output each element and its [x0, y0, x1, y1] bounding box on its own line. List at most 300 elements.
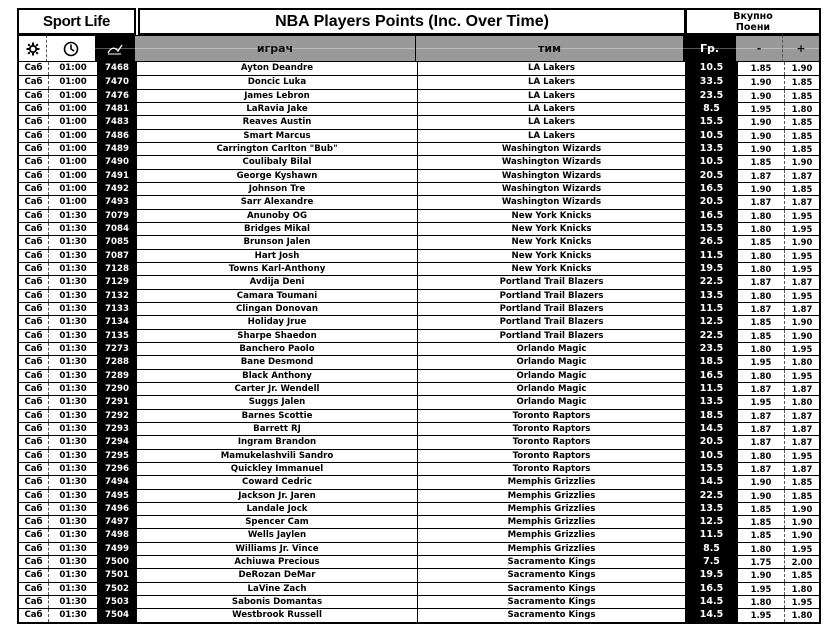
- team-cell: New York Knicks: [511, 263, 592, 274]
- event-id-cell: 7486: [97, 130, 137, 142]
- table-row[interactable]: [19, 555, 819, 568]
- event-id-cell: 7289: [97, 370, 137, 382]
- points-line-cell: 22.5: [685, 490, 738, 502]
- team-cell: LA Lakers: [527, 103, 576, 114]
- player-cell: Mamukelashvili Sandro: [137, 450, 418, 462]
- table-row[interactable]: [19, 249, 819, 262]
- points-line-cell: 23.5: [685, 343, 738, 355]
- over-odds-cell[interactable]: 1.87: [791, 170, 813, 181]
- team-cell: LA Lakers: [527, 130, 576, 141]
- under-odds-cell[interactable]: 1.85: [738, 330, 785, 342]
- team-cell: Washington Wizards: [501, 183, 602, 194]
- under-odds-cell[interactable]: 1.95: [738, 609, 785, 621]
- day-cell: Саб: [19, 303, 49, 315]
- table-row[interactable]: [19, 235, 819, 248]
- time-cell: 01:30: [59, 250, 87, 261]
- day-cell: Саб: [19, 130, 49, 142]
- table-row[interactable]: [19, 355, 819, 368]
- team-cell: Memphis Grizzlies: [507, 543, 596, 554]
- time-cell: 01:30: [59, 223, 87, 234]
- points-line-cell: 11.5: [685, 383, 738, 395]
- team-cell: Portland Trail Blazers: [499, 330, 604, 341]
- sun-icon: [26, 42, 40, 56]
- team-cell: Memphis Grizzlies: [507, 490, 596, 501]
- day-cell: Саб: [19, 543, 49, 555]
- team-cell: Portland Trail Blazers: [499, 303, 604, 314]
- event-id-cell: 7476: [97, 90, 137, 102]
- team-cell: Orlando Magic: [516, 343, 587, 354]
- points-line-cell: 11.5: [685, 303, 738, 315]
- team-cell: Washington Wizards: [501, 143, 602, 154]
- team-cell: New York Knicks: [511, 210, 592, 221]
- under-odds-cell[interactable]: 1.87: [738, 436, 785, 448]
- team-cell: Washington Wizards: [501, 170, 602, 181]
- table-row[interactable]: [19, 315, 819, 328]
- time-cell: 01:30: [59, 263, 87, 274]
- under-odds-cell[interactable]: 1.87: [738, 423, 785, 435]
- player-cell: Coulibaly Bilal: [137, 156, 418, 168]
- table-row[interactable]: [19, 582, 819, 595]
- event-id-cell: 7085: [97, 236, 137, 248]
- team-cell: Memphis Grizzlies: [507, 503, 596, 514]
- day-cell: Саб: [19, 529, 49, 541]
- over-odds-cell[interactable]: 1.95: [791, 543, 813, 554]
- under-odds-cell[interactable]: 1.90: [738, 143, 785, 155]
- under-odds-cell[interactable]: 1.95: [738, 103, 785, 115]
- team-cell: Washington Wizards: [501, 157, 602, 168]
- under-odds-cell[interactable]: 1.90: [738, 76, 785, 88]
- team-cell: Portland Trail Blazers: [499, 317, 604, 328]
- table-row[interactable]: [19, 142, 819, 155]
- table-row[interactable]: [19, 115, 819, 128]
- time-cell: 01:30: [59, 503, 87, 514]
- points-line-cell: 8.5: [685, 103, 738, 115]
- points-line-cell: 15.5: [685, 223, 738, 235]
- over-odds-cell[interactable]: 1.90: [791, 517, 813, 528]
- points-line-cell: 15.5: [685, 463, 738, 475]
- event-id-cell: 7500: [97, 556, 137, 568]
- over-odds-cell[interactable]: 1.85: [791, 130, 813, 141]
- over-odds-cell[interactable]: 1.85: [791, 570, 813, 581]
- event-id-cell: 7084: [97, 223, 137, 235]
- player-cell: Carrington Carlton "Bub": [137, 143, 418, 155]
- day-cell: Саб: [19, 316, 49, 328]
- points-line-cell: 10.5: [685, 130, 738, 142]
- time-cell: 01:00: [59, 143, 87, 154]
- player-cell: Coward Cedric: [137, 476, 418, 488]
- over-odds-cell[interactable]: 1.85: [791, 490, 813, 501]
- table-row[interactable]: [19, 89, 819, 102]
- table-row[interactable]: [19, 462, 819, 475]
- time-cell: 01:30: [59, 330, 87, 341]
- table-row[interactable]: [19, 528, 819, 541]
- column-header-player: [135, 35, 416, 62]
- team-cell: LA Lakers: [527, 117, 576, 128]
- under-odds-cell[interactable]: 1.90: [738, 116, 785, 128]
- over-odds-cell[interactable]: 1.87: [791, 437, 813, 448]
- points-line-cell: 16.5: [685, 183, 738, 195]
- day-cell: Саб: [19, 490, 49, 502]
- event-id-cell: 7502: [97, 583, 137, 595]
- over-odds-cell[interactable]: 1.85: [791, 90, 813, 101]
- day-cell: Саб: [19, 76, 49, 88]
- table-row[interactable]: [19, 342, 819, 355]
- day-cell: Саб: [19, 436, 49, 448]
- over-odds-cell[interactable]: 1.87: [791, 303, 813, 314]
- event-id-cell: 7295: [97, 450, 137, 462]
- over-odds-cell[interactable]: 1.95: [791, 597, 813, 608]
- over-odds-cell[interactable]: 1.95: [791, 343, 813, 354]
- under-odds-cell[interactable]: 1.85: [738, 503, 785, 515]
- time-cell: 01:30: [59, 463, 87, 474]
- day-cell: Саб: [19, 62, 49, 75]
- day-cell: Саб: [19, 223, 49, 235]
- day-cell: Саб: [19, 463, 49, 475]
- team-cell: Memphis Grizzlies: [507, 477, 596, 488]
- over-odds-cell[interactable]: 1.80: [791, 583, 813, 594]
- under-odds-cell[interactable]: 1.80: [738, 290, 785, 302]
- over-odds-cell[interactable]: 1.95: [791, 223, 813, 234]
- time-cell: 01:30: [59, 583, 87, 594]
- table-row[interactable]: [19, 395, 819, 408]
- over-odds-cell[interactable]: 1.95: [791, 210, 813, 221]
- over-odds-cell[interactable]: 1.90: [791, 237, 813, 248]
- points-line-cell: 20.5: [685, 170, 738, 182]
- player-cell: Westbrook Russell: [137, 609, 418, 621]
- time-cell: 01:30: [59, 410, 87, 421]
- column-header-minus: [736, 35, 783, 62]
- column-header-plus: [783, 35, 821, 62]
- minus-column-label: -: [756, 42, 762, 55]
- table-row[interactable]: [19, 155, 819, 168]
- under-odds-cell[interactable]: 1.90: [738, 90, 785, 102]
- event-id-cell: 7470: [97, 76, 137, 88]
- table-row[interactable]: [19, 449, 819, 462]
- day-cell: Саб: [19, 236, 49, 248]
- event-id-cell: 7483: [97, 116, 137, 128]
- table-row[interactable]: [19, 435, 819, 448]
- event-id-cell: 7494: [97, 476, 137, 488]
- table-row[interactable]: [19, 369, 819, 382]
- day-cell: Саб: [19, 276, 49, 288]
- under-odds-cell[interactable]: 1.80: [738, 223, 785, 235]
- team-cell: New York Knicks: [511, 223, 592, 234]
- player-cell: Smart Marcus: [137, 130, 418, 142]
- table-row[interactable]: [19, 102, 819, 115]
- time-cell: 01:30: [59, 530, 87, 541]
- under-odds-cell[interactable]: 1.90: [738, 569, 785, 581]
- under-odds-cell[interactable]: 1.87: [738, 463, 785, 475]
- over-odds-cell[interactable]: 1.95: [791, 290, 813, 301]
- player-cell: LaRavia Jake: [137, 103, 418, 115]
- table-row[interactable]: [19, 222, 819, 235]
- under-odds-cell[interactable]: 1.90: [738, 130, 785, 142]
- team-cell: Sacramento Kings: [507, 610, 596, 621]
- event-id-cell: 7087: [97, 250, 137, 262]
- points-line-cell: 13.5: [685, 396, 738, 408]
- column-header-time: [47, 35, 95, 62]
- over-odds-cell[interactable]: 1.87: [791, 410, 813, 421]
- team-cell: Memphis Grizzlies: [507, 530, 596, 541]
- column-header-team: [416, 35, 683, 62]
- day-cell: Саб: [19, 383, 49, 395]
- day-cell: Саб: [19, 343, 49, 355]
- team-cell: Sacramento Kings: [507, 597, 596, 608]
- over-odds-cell[interactable]: 1.80: [791, 103, 813, 114]
- player-cell: LaVine Zach: [137, 583, 418, 595]
- under-odds-cell[interactable]: 1.80: [738, 596, 785, 608]
- team-cell: LA Lakers: [527, 90, 576, 101]
- table-row[interactable]: [19, 409, 819, 422]
- under-odds-cell[interactable]: 1.80: [738, 210, 785, 222]
- time-cell: 01:30: [59, 570, 87, 581]
- points-line-cell: 33.5: [685, 76, 738, 88]
- day-cell: Саб: [19, 290, 49, 302]
- time-cell: 01:30: [59, 490, 87, 501]
- event-id-cell: 7497: [97, 516, 137, 528]
- team-cell: New York Knicks: [511, 250, 592, 261]
- table-row[interactable]: [19, 169, 819, 182]
- team-cell: Toronto Raptors: [512, 410, 591, 421]
- event-id-cell: 7491: [97, 170, 137, 182]
- time-cell: 01:30: [59, 357, 87, 368]
- time-cell: 01:30: [59, 317, 87, 328]
- over-odds-cell[interactable]: 2.00: [791, 557, 813, 568]
- player-cell: Carter Jr. Wendell: [137, 383, 418, 395]
- under-odds-cell[interactable]: 1.85: [738, 529, 785, 541]
- table-row[interactable]: [19, 275, 819, 288]
- player-cell: Ayton Deandre: [137, 62, 418, 75]
- day-cell: Саб: [19, 596, 49, 608]
- under-odds-cell[interactable]: 1.87: [738, 383, 785, 395]
- event-id-cell: 7294: [97, 436, 137, 448]
- under-odds-cell[interactable]: 1.87: [738, 303, 785, 315]
- table-row[interactable]: [19, 502, 819, 515]
- event-id-cell: 7293: [97, 423, 137, 435]
- event-id-cell: 7132: [97, 290, 137, 302]
- under-odds-cell[interactable]: 1.80: [738, 370, 785, 382]
- under-odds-cell[interactable]: 1.87: [738, 276, 785, 288]
- day-cell: Саб: [19, 116, 49, 128]
- over-odds-cell[interactable]: 1.90: [791, 63, 813, 73]
- under-odds-cell[interactable]: 1.90: [738, 476, 785, 488]
- points-line-cell: 12.5: [685, 516, 738, 528]
- over-odds-cell[interactable]: 1.95: [791, 370, 813, 381]
- table-row[interactable]: [19, 62, 819, 75]
- under-odds-cell[interactable]: 1.95: [738, 356, 785, 368]
- player-cell: Anunoby OG: [137, 210, 418, 222]
- event-id-cell: 7503: [97, 596, 137, 608]
- table-row[interactable]: [19, 182, 819, 195]
- event-id-cell: 7481: [97, 103, 137, 115]
- points-line-cell: 20.5: [685, 196, 738, 208]
- under-odds-cell[interactable]: 1.80: [738, 263, 785, 275]
- time-cell: 01:30: [59, 290, 87, 301]
- team-cell: Sacramento Kings: [507, 583, 596, 594]
- over-odds-cell[interactable]: 1.87: [791, 197, 813, 208]
- points-line-cell: 19.5: [685, 569, 738, 581]
- points-line-cell: 12.5: [685, 316, 738, 328]
- table-row[interactable]: [19, 302, 819, 315]
- event-id-cell: 7495: [97, 490, 137, 502]
- brand-logo: Sport Life: [17, 8, 136, 35]
- table-row[interactable]: [19, 608, 819, 621]
- under-odds-cell[interactable]: 1.85: [738, 516, 785, 528]
- table-row[interactable]: [19, 329, 819, 342]
- under-odds-cell[interactable]: 1.85: [738, 62, 785, 75]
- table-row[interactable]: [19, 542, 819, 555]
- day-cell: Саб: [19, 196, 49, 208]
- player-cell: Banchero Paolo: [137, 343, 418, 355]
- team-cell: New York Knicks: [511, 237, 592, 248]
- over-odds-cell[interactable]: 1.90: [791, 530, 813, 541]
- over-odds-cell[interactable]: 1.87: [791, 463, 813, 474]
- day-cell: Саб: [19, 583, 49, 595]
- over-odds-cell[interactable]: 1.80: [791, 397, 813, 408]
- day-cell: Саб: [19, 170, 49, 182]
- table-row[interactable]: [19, 489, 819, 502]
- over-odds-cell[interactable]: 1.95: [791, 450, 813, 461]
- table-row[interactable]: [19, 382, 819, 395]
- under-odds-cell[interactable]: 1.85: [738, 236, 785, 248]
- total-points-header: [685, 8, 821, 35]
- clock-icon: [63, 41, 79, 57]
- table-row[interactable]: [19, 289, 819, 302]
- table-row[interactable]: [19, 195, 819, 208]
- time-cell: 01:00: [59, 103, 87, 114]
- team-cell: Orlando Magic: [516, 397, 587, 408]
- over-odds-cell[interactable]: 1.85: [791, 477, 813, 488]
- team-cell: Washington Wizards: [501, 197, 602, 208]
- under-odds-cell[interactable]: 1.95: [738, 396, 785, 408]
- team-cell: LA Lakers: [527, 63, 576, 73]
- player-cell: George Kyshawn: [137, 170, 418, 182]
- over-odds-cell[interactable]: 1.80: [791, 610, 813, 621]
- over-odds-cell[interactable]: 1.90: [791, 503, 813, 514]
- player-cell: Ingram Brandon: [137, 436, 418, 448]
- time-cell: 01:30: [59, 397, 87, 408]
- total-points-label-line2: Поени: [735, 21, 771, 33]
- player-cell: Black Anthony: [137, 370, 418, 382]
- time-cell: 01:30: [59, 277, 87, 288]
- over-odds-cell[interactable]: 1.90: [791, 157, 813, 168]
- event-id-cell: 7501: [97, 569, 137, 581]
- event-id-cell: 7133: [97, 303, 137, 315]
- event-id-cell: 7288: [97, 356, 137, 368]
- table-row[interactable]: [19, 75, 819, 88]
- day-cell: Саб: [19, 396, 49, 408]
- points-line-cell: 14.5: [685, 476, 738, 488]
- table-row[interactable]: [19, 595, 819, 608]
- points-line-cell: 8.5: [685, 543, 738, 555]
- under-odds-cell[interactable]: 1.80: [738, 543, 785, 555]
- points-line-cell: 16.5: [685, 583, 738, 595]
- player-cell: Sharpe Shaedon: [137, 330, 418, 342]
- over-odds-cell[interactable]: 1.80: [791, 357, 813, 368]
- time-cell: 01:30: [59, 517, 87, 528]
- over-odds-cell[interactable]: 1.85: [791, 143, 813, 154]
- over-odds-cell[interactable]: 1.87: [791, 277, 813, 288]
- time-cell: 01:30: [59, 383, 87, 394]
- column-header-line: [683, 35, 736, 62]
- event-id-cell: 7079: [97, 210, 137, 222]
- table-row[interactable]: [19, 262, 819, 275]
- over-odds-cell[interactable]: 1.90: [791, 317, 813, 328]
- team-cell: LA Lakers: [527, 77, 576, 88]
- over-odds-cell[interactable]: 1.95: [791, 263, 813, 274]
- points-line-cell: 16.5: [685, 370, 738, 382]
- table-row[interactable]: [19, 422, 819, 435]
- day-cell: Саб: [19, 476, 49, 488]
- team-column-label: тим: [537, 42, 562, 55]
- table-row[interactable]: [19, 129, 819, 142]
- team-cell: Toronto Raptors: [512, 463, 591, 474]
- table-row[interactable]: [19, 515, 819, 528]
- player-cell: Doncic Luka: [137, 76, 418, 88]
- time-cell: 01:30: [59, 477, 87, 488]
- time-cell: 01:30: [59, 370, 87, 381]
- under-odds-cell[interactable]: 1.80: [738, 343, 785, 355]
- under-odds-cell[interactable]: 1.85: [738, 316, 785, 328]
- over-odds-cell[interactable]: 1.85: [791, 183, 813, 194]
- event-id-cell: 7468: [97, 62, 137, 75]
- table-row[interactable]: [19, 568, 819, 581]
- under-odds-cell[interactable]: 1.95: [738, 583, 785, 595]
- player-cell: Sabonis Domantas: [137, 596, 418, 608]
- event-id-cell: 7291: [97, 396, 137, 408]
- time-cell: 01:30: [59, 597, 87, 608]
- under-odds-cell[interactable]: 1.90: [738, 183, 785, 195]
- player-cell: Clingan Donovan: [137, 303, 418, 315]
- under-odds-cell[interactable]: 1.75: [738, 556, 785, 568]
- under-odds-cell[interactable]: 1.85: [738, 156, 785, 168]
- under-odds-cell[interactable]: 1.90: [738, 490, 785, 502]
- time-cell: 01:00: [59, 63, 87, 73]
- table-row[interactable]: [19, 209, 819, 222]
- under-odds-cell[interactable]: 1.80: [738, 250, 785, 262]
- points-line-cell: 13.5: [685, 143, 738, 155]
- player-cell: Barnes Scottie: [137, 410, 418, 422]
- time-cell: 01:00: [59, 90, 87, 101]
- over-odds-cell[interactable]: 1.85: [791, 77, 813, 88]
- time-cell: 01:30: [59, 237, 87, 248]
- time-cell: 01:00: [59, 77, 87, 88]
- over-odds-cell[interactable]: 1.90: [791, 330, 813, 341]
- time-cell: 01:30: [59, 450, 87, 461]
- total-points-label-line1: Вкупно: [733, 10, 773, 22]
- table-row[interactable]: [19, 475, 819, 488]
- over-odds-cell[interactable]: 1.85: [791, 117, 813, 128]
- points-line-cell: 13.5: [685, 503, 738, 515]
- player-cell: Suggs Jalen: [137, 396, 418, 408]
- day-cell: Саб: [19, 103, 49, 115]
- player-cell: Barrett RJ: [137, 423, 418, 435]
- team-cell: Memphis Grizzlies: [507, 517, 596, 528]
- under-odds-cell[interactable]: 1.87: [738, 410, 785, 422]
- under-odds-cell[interactable]: 1.80: [738, 450, 785, 462]
- event-id-cell: 7296: [97, 463, 137, 475]
- event-id-cell: 7496: [97, 503, 137, 515]
- player-cell: Camara Toumani: [137, 290, 418, 302]
- day-cell: Саб: [19, 356, 49, 368]
- over-odds-cell[interactable]: 1.87: [791, 383, 813, 394]
- over-odds-cell[interactable]: 1.87: [791, 423, 813, 434]
- under-odds-cell[interactable]: 1.87: [738, 196, 785, 208]
- team-cell: Orlando Magic: [516, 383, 587, 394]
- player-cell: Jackson Jr. Jaren: [137, 490, 418, 502]
- over-odds-cell[interactable]: 1.95: [791, 250, 813, 261]
- under-odds-cell[interactable]: 1.87: [738, 170, 785, 182]
